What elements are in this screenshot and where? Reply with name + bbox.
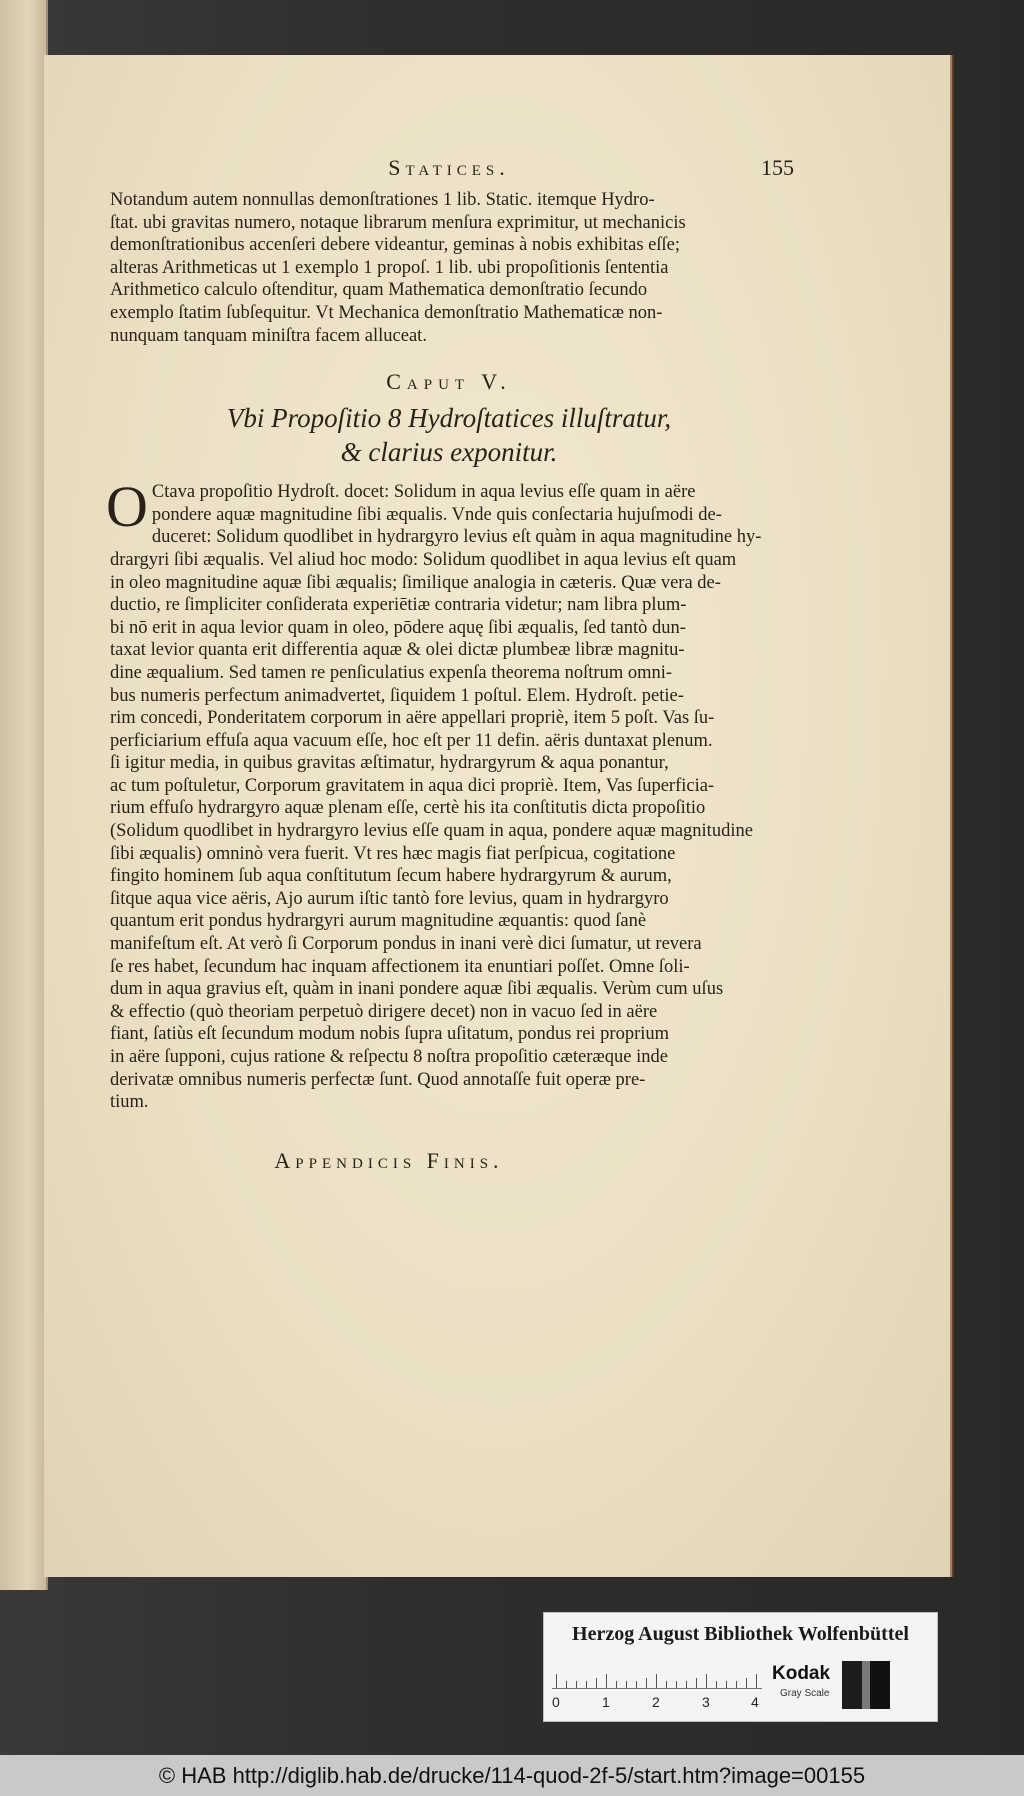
chapter-body bbox=[106, 474, 788, 1114]
ruler-tick bbox=[596, 1678, 597, 1688]
text-line: pondere aquæ magnitudine ſibi æqualis. Vnde quis conſectaria hujuſmodi de- bbox=[151, 504, 722, 525]
text-line: drargyri ſibi æqualis. Vel aliud hoc modo: Solidum quodlibet in aqua levius eſt quam bbox=[110, 549, 737, 570]
text-line: in oleo magnitudine aquæ ſibi æqualis; ſimilique analogia in cæteris. Quæ vera de- bbox=[110, 572, 721, 593]
gray-patch bbox=[870, 1661, 890, 1709]
chapter-title-line: Vbi Propoſitio 8 Hydroſtatices illuſtratur, bbox=[226, 403, 672, 434]
ruler-tick bbox=[686, 1681, 687, 1688]
book-page bbox=[44, 55, 950, 1577]
text-line: in aëre ſupponi, cujus ratione & reſpectu 8 noſtra propoſitio cæteræque inde bbox=[110, 1047, 668, 1067]
ruler-label: 0 bbox=[552, 1694, 560, 1710]
ruler-tick bbox=[586, 1681, 587, 1688]
text-line: dum in aqua gravius eſt, quàm in inani pondere aquæ ſibi æqualis. Verùm cum uſus bbox=[110, 979, 724, 1000]
ruler-label: 2 bbox=[652, 1694, 660, 1710]
text-line: ductio, re ſimpliciter conſiderata experiētiæ contraria videtur; nam libra plum- bbox=[110, 595, 687, 616]
text-line: ac tum poſtuletur, Corporum gravitatem in aqua dici propriè. Item, Vas ſuperficia- bbox=[110, 775, 715, 796]
text-line: dine æqualium. Sed tamen re penſiculatius expenſa theorema noſtrum omni- bbox=[110, 662, 673, 683]
source-url-footer: © HAB http://diglib.hab.de/drucke/114-quod-2f-5/start.htm?image=00155 bbox=[0, 1755, 1024, 1796]
chapter-title bbox=[110, 401, 788, 469]
text-line: ſibi æqualis) omninò vera fuerit. Vt res hæc magis fiat perſpicua, cogitatione bbox=[110, 843, 676, 864]
text-line: ſtat. ubi gravitas numero, notaque librarum menſura exprimitur, ut mechanicis bbox=[110, 212, 686, 233]
text-line: fingito hominem ſub aqua conſtitutum ſecum habere hydrargyrum & aurum, bbox=[110, 866, 672, 887]
text-line: tium. bbox=[110, 1092, 149, 1113]
ruler-tick bbox=[656, 1674, 657, 1688]
ruler-tick bbox=[676, 1681, 677, 1688]
text-line: Arithmetico calculo oſtenditur, quam Mathematica demonſtratio ſecundo bbox=[110, 280, 648, 301]
ruler-tick bbox=[636, 1681, 637, 1688]
ruler-tick bbox=[556, 1674, 557, 1688]
gray-patch bbox=[862, 1661, 870, 1709]
ruler-tick bbox=[606, 1674, 607, 1688]
drop-capital: O bbox=[106, 474, 148, 540]
ruler-tick bbox=[666, 1681, 667, 1688]
ruler-label: 1 bbox=[602, 1694, 610, 1710]
text-line: Notandum autem nonnullas demonſtrationes 1 lib. Static. itemque Hydro- bbox=[110, 190, 655, 210]
text-line: Ctava propoſitio Hydroſt. docet: Solidum in aqua levius eſſe quam in aëre bbox=[151, 482, 696, 503]
text-line: rium effuſo hydrargyro aquæ plenam eſſe, certè his ita conſtitutis dicta propoſitio bbox=[110, 798, 706, 819]
text-line: quantum erit pondus hydrargyri aurum magnitudine æquantis: quod ſanè bbox=[110, 911, 647, 932]
text-line: manifeſtum eſt. At verò ſi Corporum pondus in inani verè dici ſumatur, ut revera bbox=[110, 934, 702, 955]
ruler bbox=[552, 1658, 762, 1710]
text-line: duceret: Solidum quodlibet in hydrargyro levius eſt quàm in aqua magnitudine hy- bbox=[151, 527, 762, 548]
chapter-title-line: & clarius exponitur. bbox=[340, 437, 558, 468]
ruler-tick bbox=[706, 1674, 707, 1688]
chapter-heading: Caput V. bbox=[386, 369, 512, 395]
ruler-tick bbox=[756, 1674, 757, 1688]
text-line: derivatæ omnibus numeris perfectæ ſunt. Quod annotaſſe fuit operæ pre- bbox=[110, 1069, 646, 1090]
ruler-tick bbox=[716, 1681, 717, 1688]
running-head bbox=[110, 155, 794, 187]
gray-patch bbox=[842, 1661, 862, 1709]
ruler-tick bbox=[566, 1681, 567, 1688]
text-line: nunquam tanquam miniſtra facem alluceat. bbox=[110, 325, 427, 346]
page-number: 155 bbox=[761, 155, 794, 180]
text-line: fiant, ſatiùs eſt ſecundum modum nobis ſupra uſitatum, pondus rei proprium bbox=[110, 1024, 670, 1045]
text-line: ſe res habet, ſecundum hac inquam affectionem ita enuntiari poſſet. Omne ſoli- bbox=[110, 956, 690, 977]
ruler-tick bbox=[616, 1681, 617, 1688]
kodak-logo: Kodak bbox=[772, 1663, 831, 1684]
text-line: taxat levior quanta erit differentia aquæ & olei dictæ plumbeæ libræ magnitu- bbox=[110, 640, 685, 661]
ruler-label: 4 bbox=[751, 1694, 759, 1710]
color-target-card bbox=[543, 1612, 938, 1722]
text-line: alteras Arithmeticas ut 1 exemplo 1 propoſ. 1 lib. ubi propoſitionis ſententia bbox=[110, 257, 669, 278]
text-line: rim concedi, Ponderitatem corporum in aëre appellari propriè, item 5 poſt. Vas ſu- bbox=[110, 708, 715, 729]
text-line: ſi igitur media, in quibus gravitas æſtimatur, hydrargyrum & aqua ponantur, bbox=[110, 753, 669, 774]
text-line: exemplo ſtatim ſubſequitur. Vt Mechanica demonſtratio Mathematicæ non- bbox=[110, 302, 663, 323]
ruler-tick bbox=[626, 1681, 627, 1688]
text-line: bi nō erit in aqua levior quam in oleo, pōdere aquę ſibi æqualis, ſed tantò dun- bbox=[110, 617, 686, 638]
ruler-tick bbox=[696, 1678, 697, 1688]
text-line: (Solidum quodlibet in hydrargyro levius eſſe quam in aqua, pondere aquæ magnitudine bbox=[110, 821, 753, 842]
library-name: Herzog August Bibliothek Wolfenbüttel bbox=[572, 1623, 909, 1645]
gray-scale-label: Gray Scale bbox=[780, 1688, 830, 1699]
text-line: perficiarium effuſa aqua vacuum eſſe, hoc eſt per 11 defin. aëris duntaxat plenum. bbox=[110, 730, 713, 751]
text-line: & effectio (quò theoriam perpetuò dirigere decet) non in vacuo ſed in aëre bbox=[110, 1001, 658, 1022]
appendix-end: Appendicis Finis. bbox=[274, 1147, 504, 1173]
ruler-tick bbox=[576, 1681, 577, 1688]
text-line: ſitque aqua vice aëris, Ajo aurum iſtic tantò fore levius, quam in hydrargyro bbox=[110, 888, 669, 909]
ruler-tick bbox=[736, 1681, 737, 1688]
ruler-tick bbox=[726, 1681, 727, 1688]
page-text-block bbox=[106, 155, 794, 1174]
running-title: Statices. bbox=[388, 155, 510, 180]
facing-page-edge bbox=[0, 0, 48, 1590]
ruler-label: 3 bbox=[702, 1694, 710, 1710]
intro-paragraph bbox=[110, 189, 788, 347]
ruler-tick bbox=[646, 1678, 647, 1688]
text-line: demonſtrationibus accenſeri debere videantur, geminas à nobis exhibitas eſſe; bbox=[110, 235, 680, 256]
ruler-tick bbox=[746, 1678, 747, 1688]
text-line: bus numeris perfectum animadvertet, ſiquidem 1 poſtul. Elem. Hydroſt. petie- bbox=[110, 685, 684, 706]
